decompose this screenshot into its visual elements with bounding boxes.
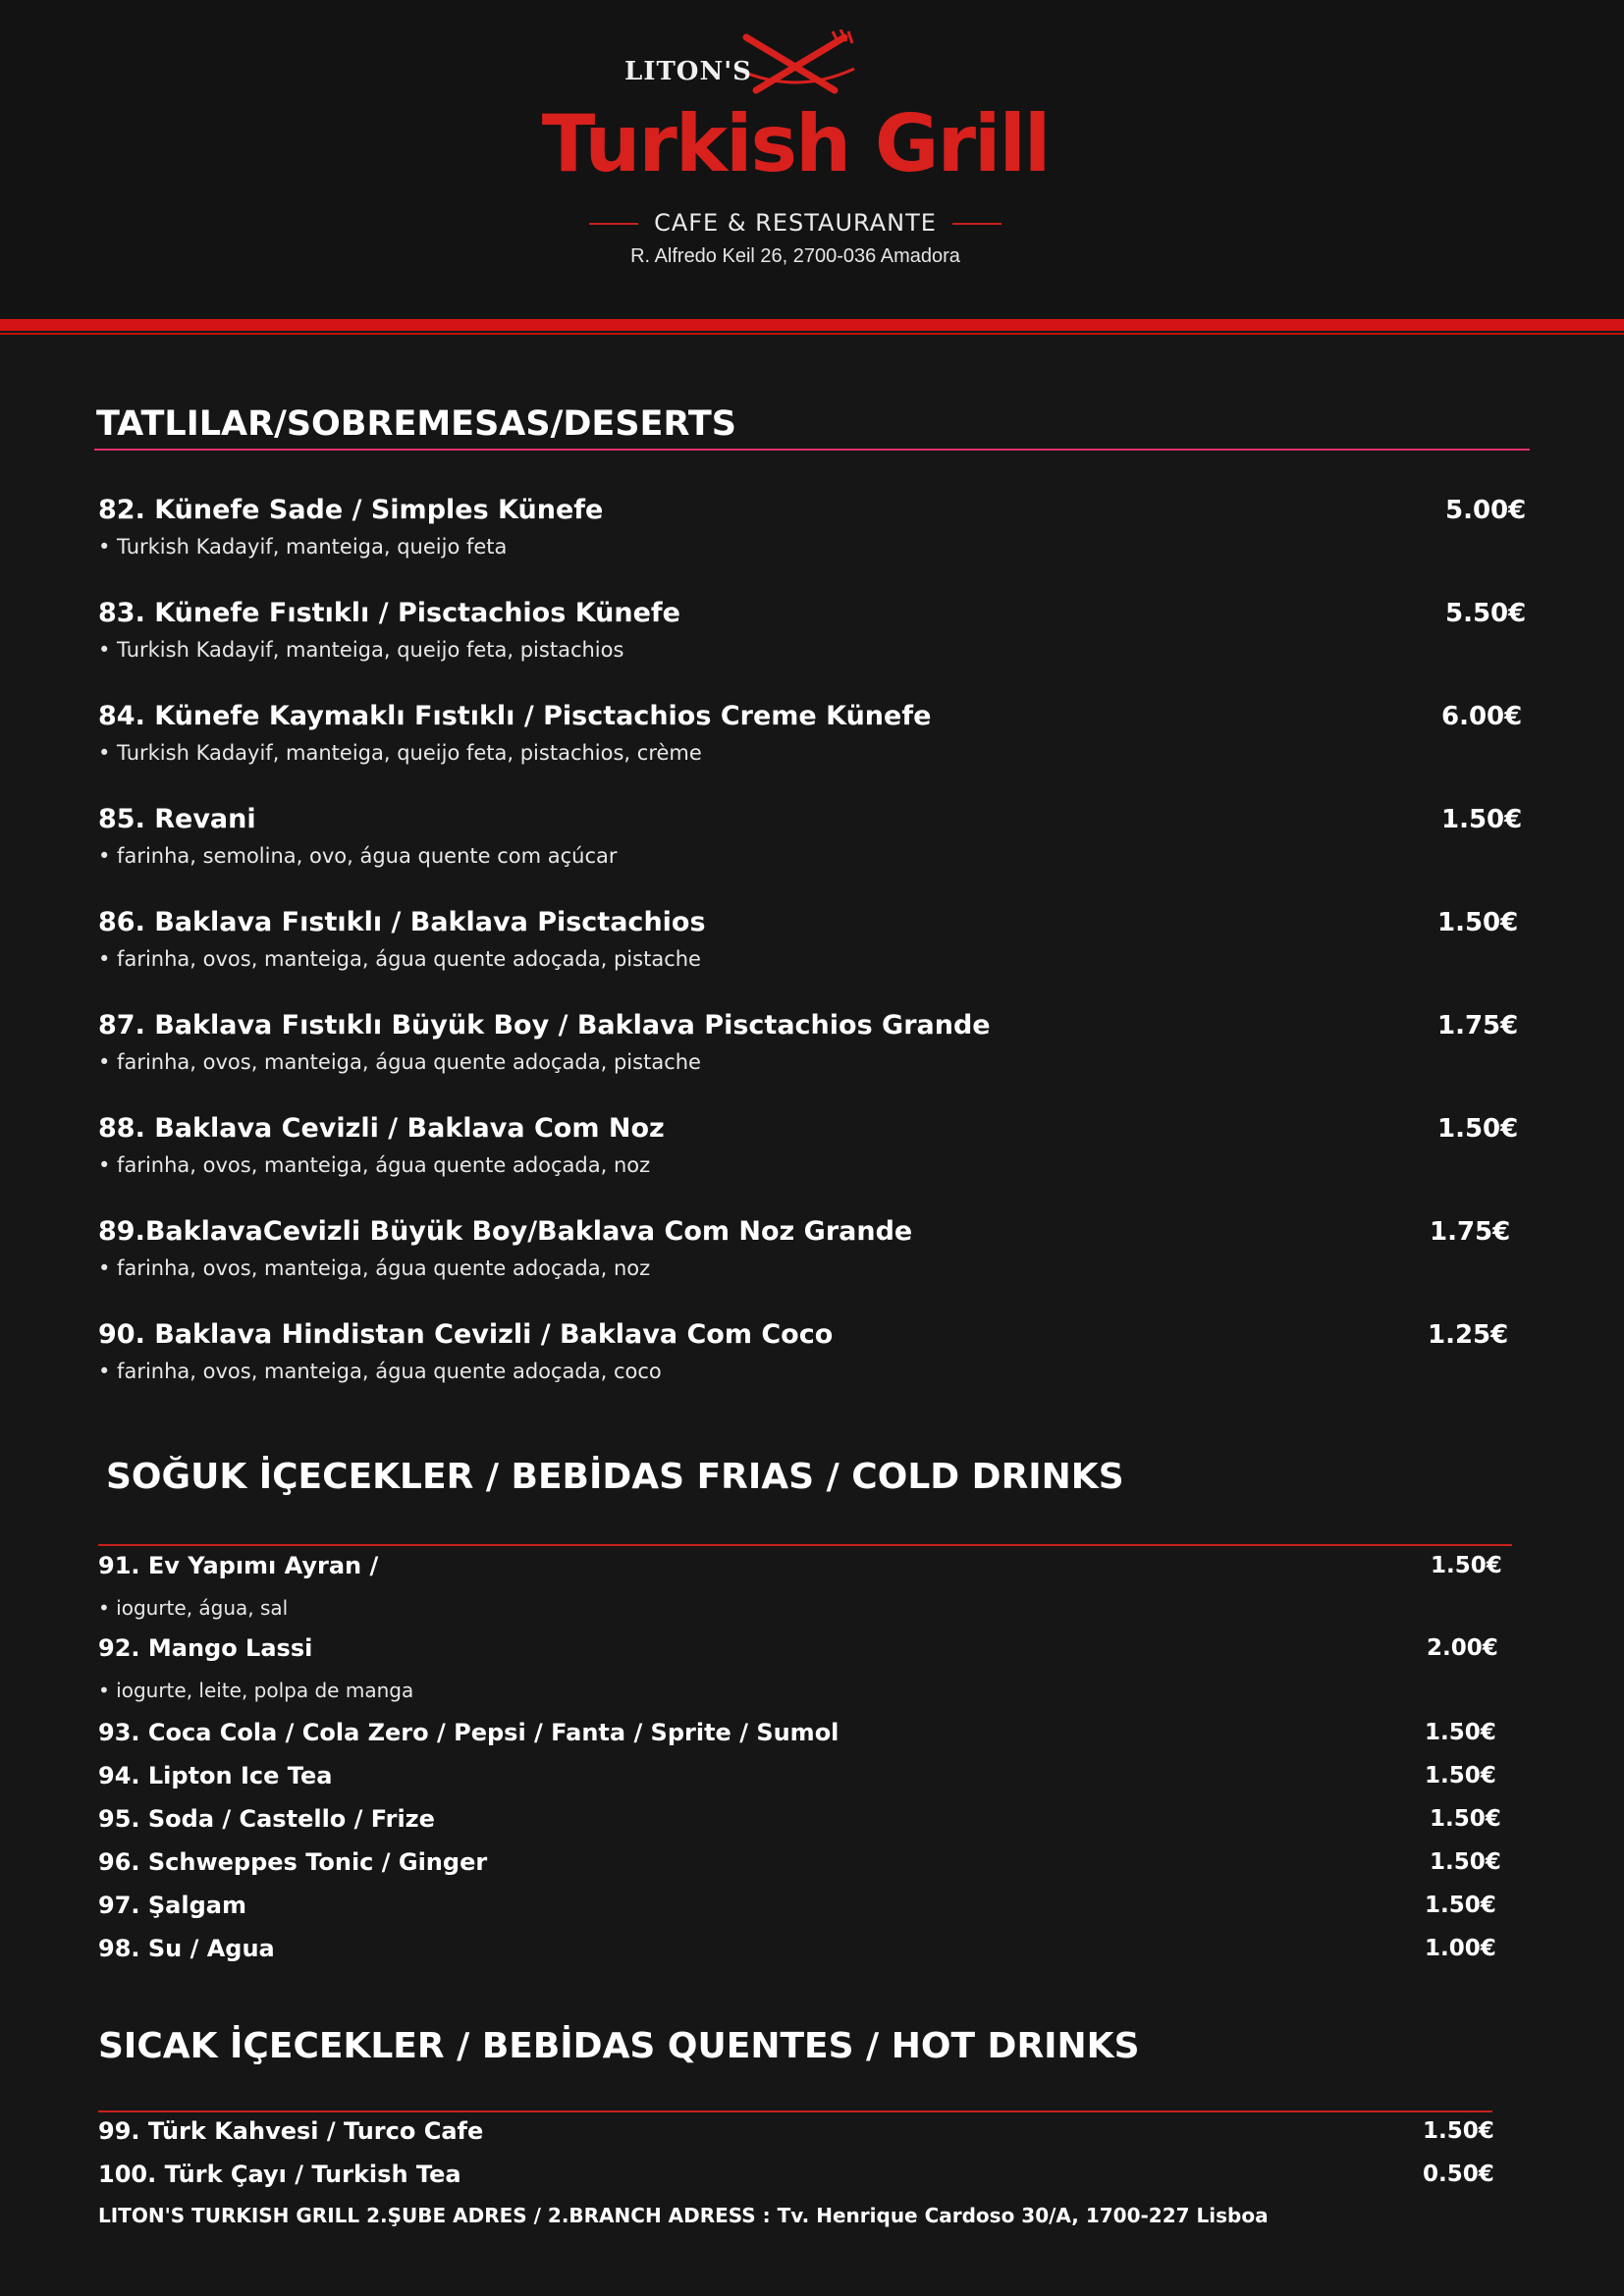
drink-item-name: 96. Schweppes Tonic / Ginger bbox=[98, 1848, 488, 1876]
drink-item-desc: • iogurte, água, sal bbox=[98, 1596, 289, 1620]
menu-item-desc: • Turkish Kadayif, manteiga, queijo feta, pistachios, crème bbox=[98, 741, 702, 765]
drink-item-name: 91. Ev Yapımı Ayran / bbox=[98, 1552, 379, 1579]
drink-item-price: 1.00€ bbox=[1425, 1936, 1496, 1961]
menu-item-name: 85. Revani bbox=[98, 804, 256, 834]
menu-item-price: 1.75€ bbox=[1430, 1217, 1511, 1247]
menu-item-desc: • farinha, ovos, manteiga, água quente adoçada, pistache bbox=[98, 1050, 701, 1074]
drink-item-price: 1.50€ bbox=[1425, 1763, 1496, 1789]
section-divider bbox=[94, 449, 1530, 451]
menu-item-price: 5.50€ bbox=[1445, 599, 1527, 628]
drink-item-price: 1.50€ bbox=[1431, 1553, 1502, 1578]
branch-address-footer: LITON'S TURKISH GRILL 2.ŞUBE ADRES / 2.BRANCH ADRESS : Tv. Henrique Cardoso 30/A, 1700-227 Lisboa bbox=[98, 2204, 1269, 2227]
menu-item-desc: • farinha, ovos, manteiga, água quente adoçada, noz bbox=[98, 1256, 651, 1280]
menu-item-desc: • Turkish Kadayif, manteiga, queijo feta, pistachios bbox=[98, 638, 624, 662]
hot-drinks-title: SICAK İÇECEKLER / BEBİDAS QUENTES / HOT DRINKS bbox=[98, 2026, 1140, 2066]
menu-item-name: 84. Künefe Kaymaklı Fıstıklı / Pisctachios Creme Künefe bbox=[98, 701, 932, 731]
menu-item-price: 1.25€ bbox=[1428, 1320, 1509, 1350]
menu-item-name: 88. Baklava Cevizli / Baklava Com Noz bbox=[98, 1113, 665, 1144]
section-divider bbox=[98, 2110, 1492, 2112]
drink-item-name: 93. Coca Cola / Cola Zero / Pepsi / Fanta / Sprite / Sumol bbox=[98, 1719, 839, 1746]
menu-item-name: 83. Künefe Fıstıklı / Pisctachios Künefe bbox=[98, 598, 680, 628]
drink-item-price: 1.50€ bbox=[1430, 1806, 1501, 1832]
logo-main-text: Turkish Grill bbox=[541, 98, 1050, 189]
logo-subtitle: CAFE & RESTAURANTE bbox=[654, 209, 937, 237]
menu-item-desc: • farinha, ovos, manteiga, água quente adoçada, noz bbox=[98, 1153, 651, 1177]
drink-item-name: 95. Soda / Castello / Frize bbox=[98, 1805, 435, 1833]
restaurant-logo bbox=[530, 29, 1060, 275]
menu-item-name: 89.BaklavaCevizli Büyük Boy/Baklava Com Noz Grande bbox=[98, 1216, 913, 1247]
drink-item-name: 97. Şalgam bbox=[98, 1892, 246, 1919]
menu-item-name: 86. Baklava Fıstıklı / Baklava Pisctachios bbox=[98, 907, 706, 937]
drink-item-name: 94. Lipton Ice Tea bbox=[98, 1762, 333, 1789]
drink-item-name: 92. Mango Lassi bbox=[98, 1634, 313, 1662]
menu-item-price: 5.00€ bbox=[1445, 496, 1527, 525]
logo-small-text: LITON'S bbox=[624, 57, 752, 86]
drink-item-desc: • iogurte, leite, polpa de manga bbox=[98, 1679, 414, 1702]
menu-item-price: 6.00€ bbox=[1441, 702, 1523, 731]
drink-item-name: 98. Su / Agua bbox=[98, 1935, 275, 1962]
restaurant-address: R. Alfredo Keil 26, 2700-036 Amadora bbox=[630, 245, 960, 267]
drink-item-name: 100. Türk Çayı / Turkish Tea bbox=[98, 2161, 461, 2188]
menu-item-desc: • farinha, ovos, manteiga, água quente adoçada, coco bbox=[98, 1360, 662, 1383]
drink-item-price: 2.00€ bbox=[1427, 1635, 1498, 1661]
menu-item-price: 1.50€ bbox=[1441, 805, 1523, 834]
drink-item-price: 1.50€ bbox=[1425, 1893, 1496, 1918]
cold-drinks-title: SOĞUK İÇECEKLER / BEBİDAS FRIAS / COLD DRINKS bbox=[106, 1457, 1124, 1497]
section-divider bbox=[98, 1544, 1512, 1546]
menu-item-price: 1.50€ bbox=[1437, 908, 1519, 937]
divider bbox=[952, 223, 1001, 225]
menu-item-name: 82. Künefe Sade / Simples Künefe bbox=[98, 495, 604, 525]
drink-item-price: 1.50€ bbox=[1430, 1849, 1501, 1875]
menu-item-desc: • farinha, semolina, ovo, água quente com açúcar bbox=[98, 844, 618, 868]
header-red-line bbox=[0, 333, 1624, 335]
menu-item-desc: • Turkish Kadayif, manteiga, queijo feta bbox=[98, 535, 508, 559]
drink-item-price: 1.50€ bbox=[1425, 1720, 1496, 1745]
menu-item-name: 87. Baklava Fıstıklı Büyük Boy / Baklava Pisctachios Grande bbox=[98, 1010, 991, 1041]
menu-item-desc: • farinha, ovos, manteiga, água quente adoçada, pistache bbox=[98, 947, 701, 971]
menu-item-price: 1.75€ bbox=[1437, 1011, 1519, 1041]
header bbox=[0, 0, 1624, 324]
menu-item-price: 1.50€ bbox=[1437, 1114, 1519, 1144]
drink-item-price: 0.50€ bbox=[1423, 2162, 1494, 2187]
drink-item-price: 1.50€ bbox=[1423, 2118, 1494, 2144]
desserts-title: TATLILAR/SOBREMESAS/DESERTS bbox=[96, 404, 736, 444]
drink-item-name: 99. Türk Kahvesi / Turco Cafe bbox=[98, 2117, 484, 2145]
menu-item-name: 90. Baklava Hindistan Cevizli / Baklava Com Coco bbox=[98, 1319, 834, 1350]
header-red-band bbox=[0, 319, 1624, 331]
